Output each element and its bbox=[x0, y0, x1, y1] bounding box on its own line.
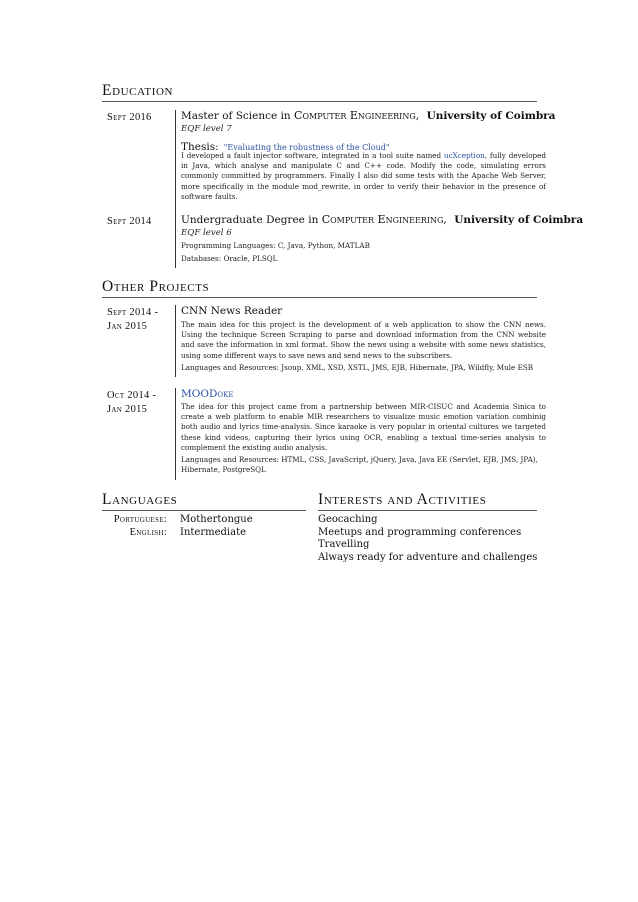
language-level: Intermediate bbox=[180, 527, 247, 538]
entry-divider bbox=[175, 388, 176, 480]
education-rule bbox=[102, 101, 537, 102]
degree-field: Computer Engineering, bbox=[321, 213, 447, 226]
interest-item: Always ready for adventure and challenges bbox=[318, 552, 538, 563]
projects-heading: Other Projects bbox=[102, 278, 210, 295]
language-name: English: bbox=[129, 527, 167, 538]
project-description: The idea for this project came from a partnership between MIR-CISUC and Academia Sinica to create a web platform to enable MIR researchers to visualize music emotion variation combinig both audio and lyrics time-analysis. Since karaoke is very popular in oriental cultures we targeted these kind videos, capturing their lyrics using OCR, enabling a textual time-series analysis to complement the existing audio analysis. bbox=[181, 402, 546, 452]
university: University of Coimbra bbox=[426, 110, 556, 122]
language-level: Mothertongue bbox=[180, 514, 253, 525]
entry-title bbox=[181, 213, 583, 226]
degree-prefix: Undergraduate Degree in bbox=[181, 214, 319, 226]
entry-divider bbox=[175, 110, 176, 268]
ucxception-link[interactable]: ucXception bbox=[443, 151, 485, 160]
languages-heading: Languages bbox=[102, 491, 178, 508]
entry-divider bbox=[175, 305, 176, 377]
project-resources: Languages and Resources: Jsoup, XML, XSD, XSTL, JMS, EJB, Hibernate, JPA, Wildfly, Mule ESB bbox=[181, 363, 534, 372]
eqf-level: EQF level 6 bbox=[181, 228, 232, 238]
language-name: Portuguese: bbox=[113, 514, 167, 525]
education-heading: Education bbox=[102, 82, 174, 99]
interest-item: Travelling bbox=[318, 539, 370, 550]
university: University of Coimbra bbox=[454, 214, 584, 226]
entry-date: Sept 2016 bbox=[107, 112, 152, 123]
interests-rule bbox=[318, 510, 537, 511]
project-name: CNN News Reader bbox=[181, 305, 283, 317]
project-description: The main idea for this project is the development of a web application to show the CNN news. Using the technique Screen Scraping to parse and download information from the CNN website and save the information in xml format. Show the news using a website with some news statistics, using some different ways to save news and send news to the subscribers. bbox=[181, 320, 546, 360]
project-resources: Languages and Resources: HTML, CSS, JavaScript, jQuery, Java, Java EE (Servlet, EJB, JMS, JPA), Hibernate, PostgreSQL bbox=[181, 455, 538, 475]
projects-rule bbox=[102, 297, 537, 298]
degree-prefix: Master of Science in bbox=[181, 110, 291, 122]
interests-heading: Interests and Activities bbox=[318, 491, 487, 508]
interest-item: Meetups and programming conferences bbox=[318, 527, 522, 538]
interest-item: Geocaching bbox=[318, 514, 378, 525]
degree-field: Computer Engineering, bbox=[294, 109, 420, 122]
moodoke-link[interactable]: MOODoke bbox=[181, 388, 234, 400]
entry-date: Sept 2014 bbox=[107, 216, 152, 227]
description-text: I developed a fault injector software, integrated in a tool suite named bbox=[181, 151, 442, 160]
databases: Databases: Oracle, PLSQL bbox=[181, 254, 278, 263]
languages-rule bbox=[102, 510, 306, 511]
entry-description bbox=[181, 151, 546, 202]
project-date-end: Jan 2015 bbox=[107, 404, 148, 415]
description-text-cont: , fully developed in Java, which analyse and manipulate C and C++ code. Modify the code, simulating errors commonly committed by programmers. Finally I also did some tests with the Apache Web Server, more specifically in the module mod_rewrite, in order to verify their behavior in the presence of software faults. bbox=[181, 151, 546, 201]
project-date-start: Oct 2014 - bbox=[107, 390, 157, 401]
project-date-end: Jan 2015 bbox=[107, 321, 148, 332]
programming-languages: Programming Languages: C, Java, Python, MATLAB bbox=[181, 241, 370, 250]
thesis-label: Thesis: bbox=[181, 141, 219, 153]
entry-title bbox=[181, 109, 556, 122]
eqf-level: EQF level 7 bbox=[181, 124, 232, 134]
thesis-title: "Evaluating the robustness of the Cloud" bbox=[223, 143, 390, 152]
project-date-start: Sept 2014 - bbox=[107, 307, 159, 318]
